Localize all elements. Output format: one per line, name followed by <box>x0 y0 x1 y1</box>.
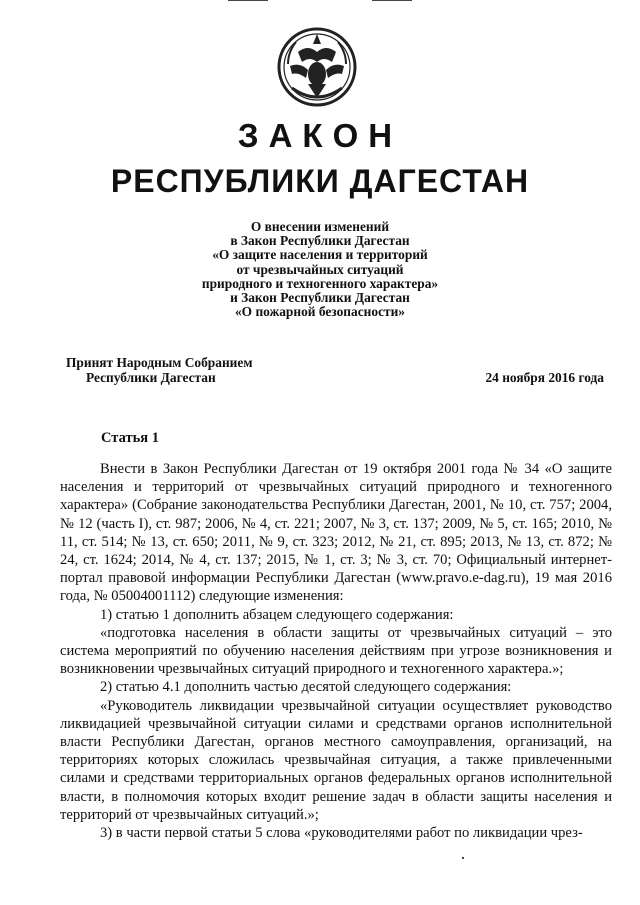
body-paragraph: 2) статью 4.1 дополнить частью десятой следующего содержания: <box>100 679 512 696</box>
body-paragraph: «подготовка населения в области защиты от чрезвычайных ситуаций – это система мероприятий по обучению населения действиям при угрозе возникновения и возникновении чрезвычайных ситуаций природного и техногенного характера.»; <box>60 624 612 678</box>
heading-line: О внесении изменений <box>250 219 390 234</box>
heading-line: «О защите населения и территорий <box>212 247 428 263</box>
body-paragraph: 1) статью 1 дополнить абзацем следующего содержания: <box>100 606 454 623</box>
article-body <box>60 460 612 842</box>
scan-mark <box>462 857 464 859</box>
body-paragraph: «Руководитель ликвидации чрезвычайной ситуации осуществляет руководство ликвидацией чрезвычайной ситуации силами и средствами органов исполнительной власти Республики Дагестан, органов местного самоуправления, организаций, на территориях которых сложилась чрезвычайная ситуация, а также привлеченными силами и средствами территориальных органов федеральных органов исполнительной власти, в полномочия которых входит решение задач в области защиты населения и территорий от чрезвычайных ситуаций.»; <box>60 697 612 823</box>
scan-mark <box>228 0 268 1</box>
law-heading <box>150 220 490 319</box>
adoption-date: 24 ноября 2016 года <box>485 370 604 385</box>
scan-mark <box>372 0 412 1</box>
law-title: ЗАКОН <box>237 117 403 154</box>
body-paragraph: Внести в Закон Республики Дагестан от 19 октября 2001 года № 34 «О защите населения и территорий от чрезвычайных ситуаций природного и техногенного характера» (Собрание законодательства Республики Дагестан, 2001, № 10, ст. 757; 2004, № 12 (часть I), ст. 987; 2006, № 4, ст. 221; 2007, № 3, ст. 137; 2009, № 5, ст. 165; 2010, № 11, ст. 514; № 13, ст. 650; 2011, № 9, ст. 323; 2012, № 21, ст. 895; 2013, № 13, ст. 872; № 24, ст. 1624; 2014, № 4, ст. 137; 2015, № 1, ст. 3; № 3, ст. 70; Официальный интернет-портал правовой информации Республики Дагестан (www.pravo.e-dag.ru), 19 мая 2016 года, № 05004001112) следующие изменения: <box>60 461 612 605</box>
article-title: Статья 1 <box>101 430 159 446</box>
heading-line: в Закон Республики Дагестан <box>230 233 410 249</box>
law-subtitle: РЕСПУБЛИКИ ДАГЕСТАН <box>110 163 530 199</box>
heading-line: природного и техногенного характера» <box>201 275 439 291</box>
heading-line: от чрезвычайных ситуаций <box>236 261 404 277</box>
adopted-by-line1: Принят Народным Собранием <box>66 355 253 370</box>
body-paragraph: 3) в части первой статьи 5 слова «руководителями работ по ликвидации чрез- <box>100 825 583 842</box>
heading-line: «О пожарной безопасности» <box>234 304 406 320</box>
adoption-statement <box>66 355 252 385</box>
heading-line: и Закон Республики Дагестан <box>230 290 410 306</box>
adopted-by-line2: Республики Дагестан <box>86 370 216 385</box>
coat-of-arms-emblem <box>272 22 362 112</box>
